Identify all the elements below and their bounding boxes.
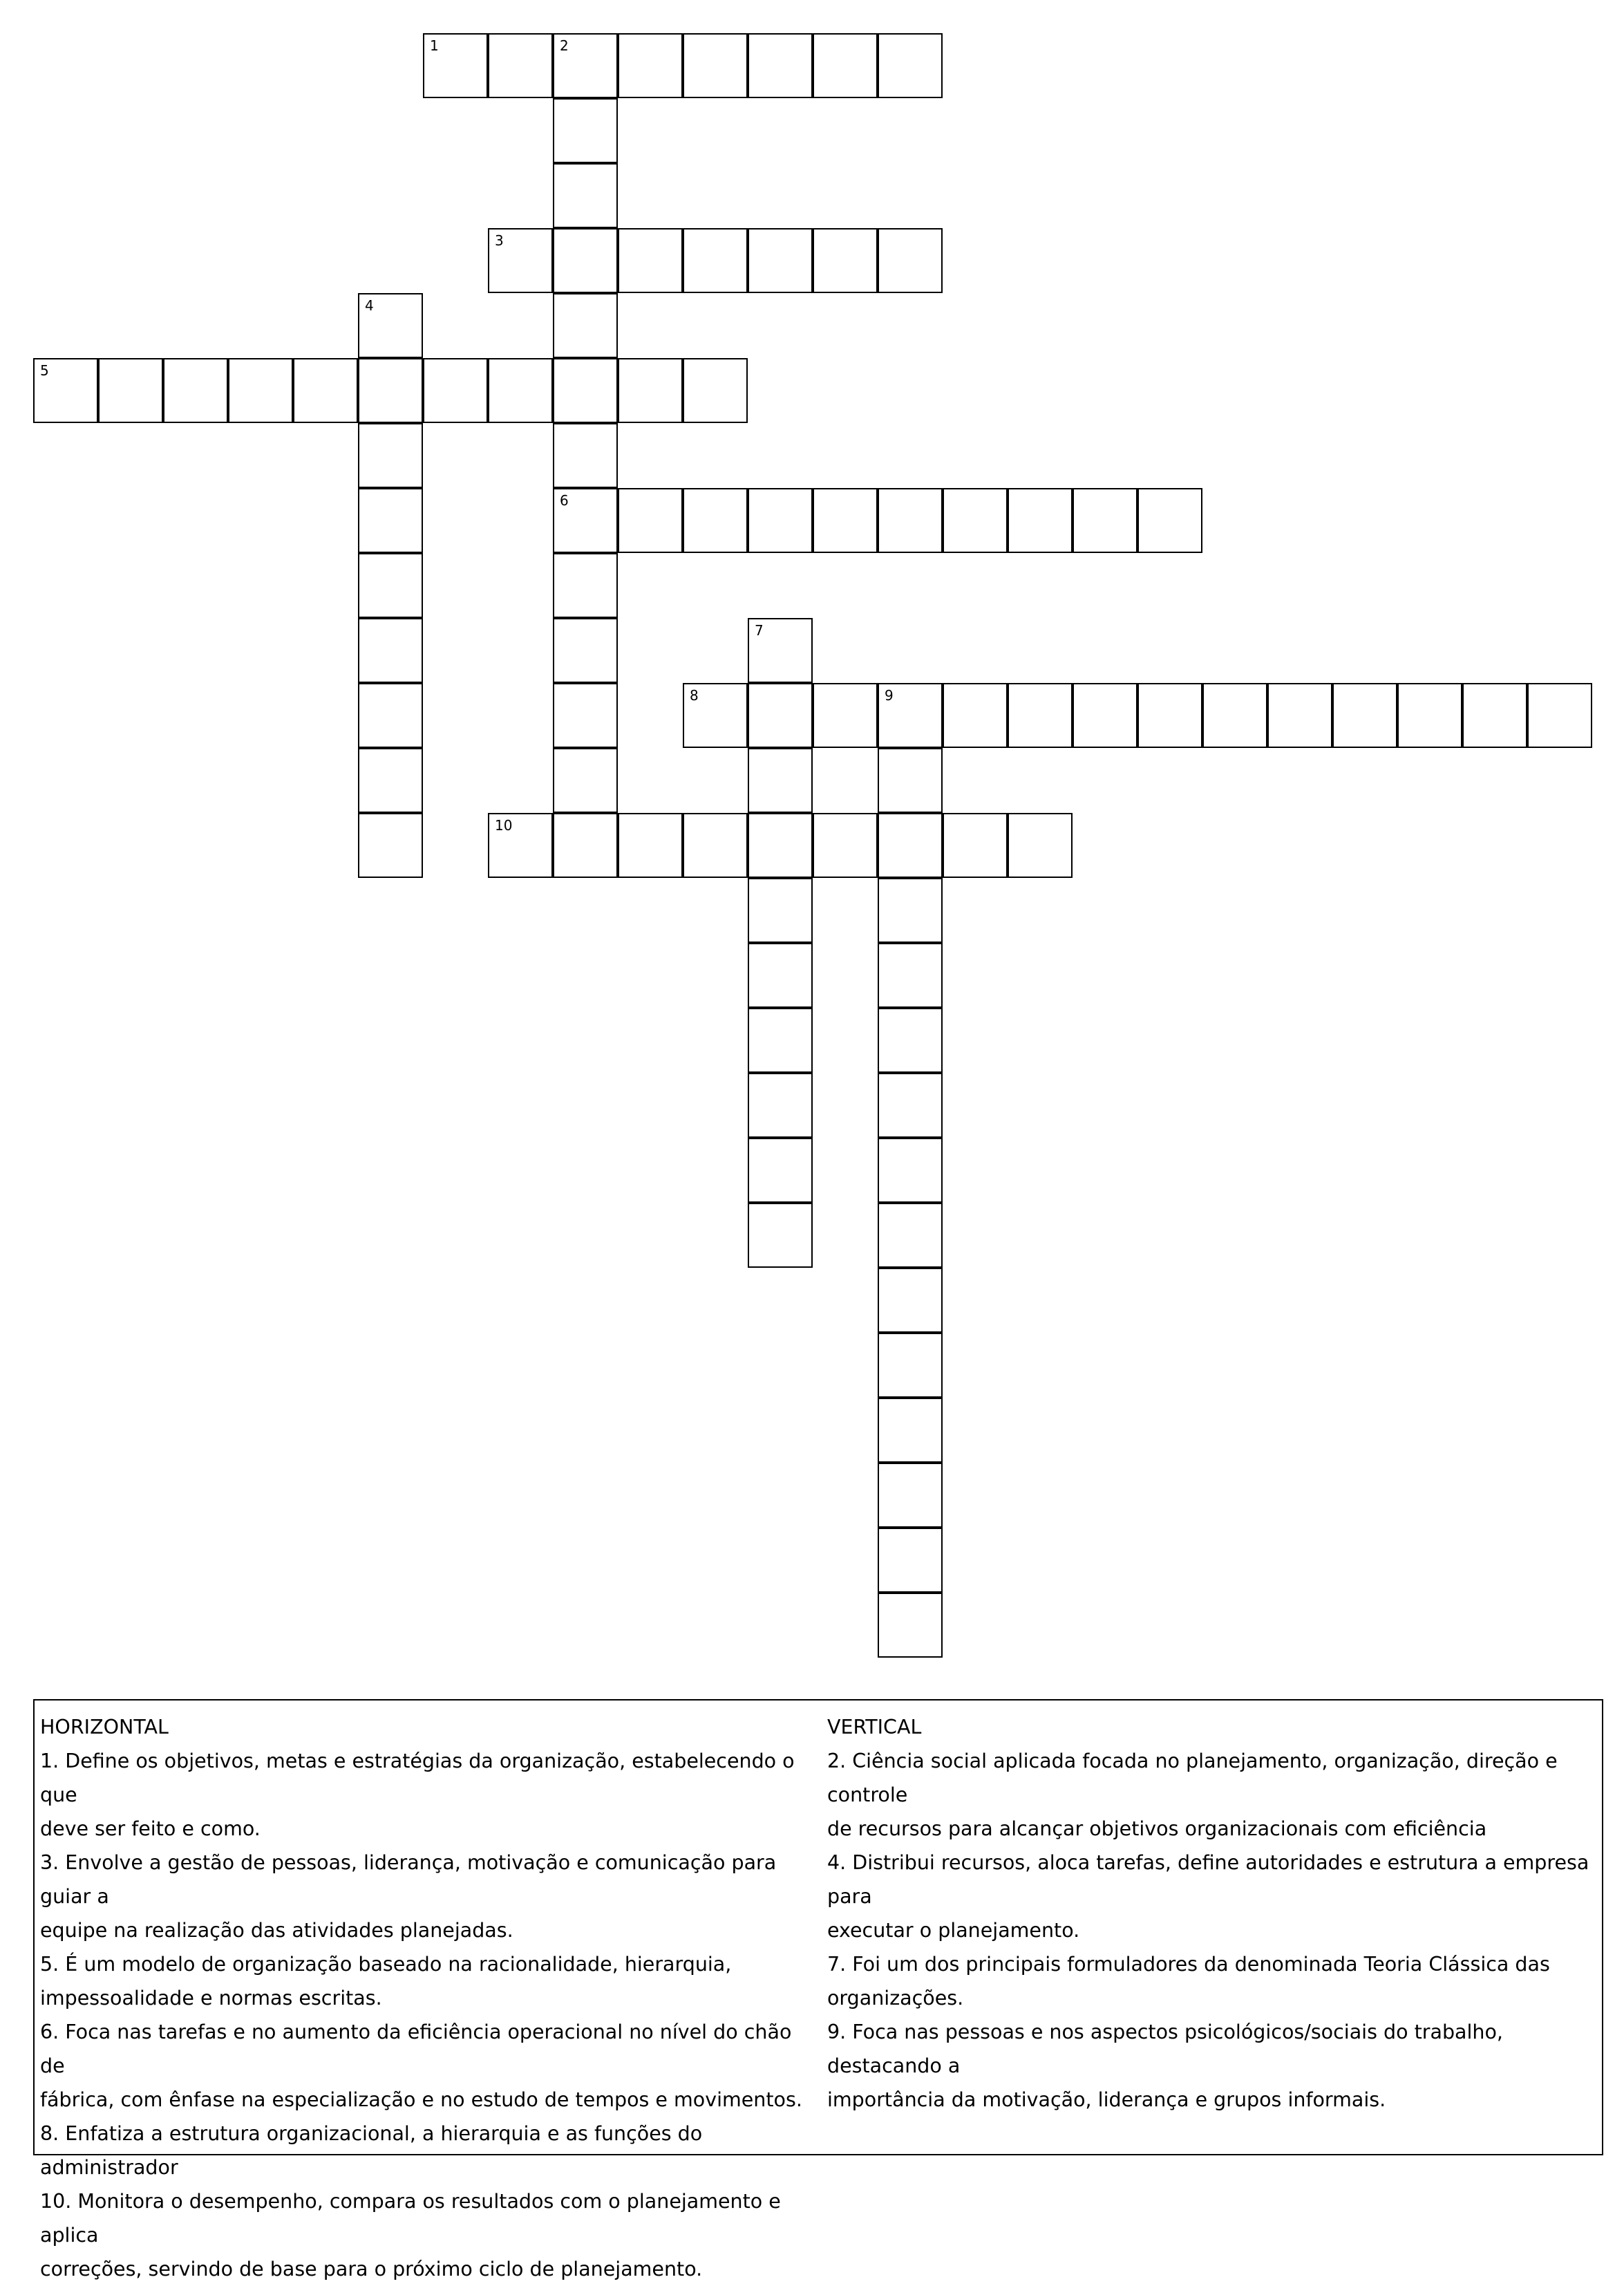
clue-line: 4. Distribui recursos, aloca tarefas, define autoridades e estrutura a empresa para [827,1851,1589,1908]
crossword-cell[interactable] [943,488,1008,553]
crossword-cell[interactable] [358,423,423,488]
crossword-cell[interactable] [618,358,683,423]
clues-box [33,1699,1603,2280]
crossword-cell[interactable] [683,33,748,98]
crossword-cell[interactable] [358,553,423,618]
clue-line: 9. Foca nas pessoas e nos aspectos psicológicos/sociais do trabalho, destacando a [827,2021,1503,2077]
crossword-cell[interactable] [423,33,488,98]
crossword-cell[interactable] [943,813,1008,878]
crossword-cell[interactable] [1073,683,1137,748]
crossword-cell[interactable] [358,358,423,423]
crossword-cell[interactable] [1202,683,1267,748]
crossword-cell[interactable] [553,553,618,618]
clue-line: 5. É um modelo de organização baseado na racionalidade, hierarquia, [40,1953,732,1976]
clue-number: 10 [495,817,513,834]
crossword-cell[interactable] [748,943,813,1008]
crossword-cell[interactable] [1137,488,1202,553]
clue-number: 1 [430,37,439,54]
crossword-cell[interactable] [813,488,878,553]
clue-line: executar o planejamento. [827,1919,1080,1942]
crossword-cell[interactable] [553,683,618,748]
crossword-cell[interactable] [553,358,618,423]
crossword-cell[interactable] [1527,683,1592,748]
clue-number: 6 [560,492,569,509]
crossword-cell[interactable] [553,163,618,228]
vertical-clues [827,1710,1598,2117]
crossword-cell[interactable] [618,813,683,878]
crossword-cell[interactable] [748,1008,813,1073]
crossword-cell[interactable] [878,813,943,878]
crossword-cell[interactable] [618,33,683,98]
crossword-cell[interactable] [878,33,943,98]
crossword-cell[interactable] [553,293,618,358]
crossword-cell[interactable] [683,228,748,293]
crossword-cell[interactable] [813,33,878,98]
crossword-cell[interactable] [748,1203,813,1268]
clue-line: organizações. [827,1987,964,2009]
horizontal-heading: HORIZONTAL [40,1716,169,1739]
crossword-cell[interactable] [878,488,943,553]
clue-number: 7 [755,622,764,639]
crossword-cell[interactable] [748,228,813,293]
clue-line: 1. Define os objetivos, metas e estratégias da organização, estabelecendo o que [40,1750,795,1806]
crossword-cell[interactable] [878,748,943,813]
crossword-cell[interactable] [33,358,98,423]
crossword-cell[interactable] [748,33,813,98]
crossword-cell[interactable] [878,943,943,1008]
crossword-cell[interactable] [1397,683,1462,748]
clue-line: fábrica, com ênfase na especialização e no estudo de tempos e movimentos. [40,2088,802,2111]
crossword-cell[interactable] [748,748,813,813]
clue-number: 4 [365,297,374,314]
crossword-cell[interactable] [553,748,618,813]
crossword-cell[interactable] [813,813,878,878]
crossword-cell[interactable] [878,1203,943,1268]
crossword-cell[interactable] [1462,683,1527,748]
crossword-cell[interactable] [553,423,618,488]
crossword-cell[interactable] [748,878,813,943]
crossword-cell[interactable] [358,488,423,553]
crossword-cell[interactable] [943,683,1008,748]
crossword-cell[interactable] [553,618,618,683]
crossword-cell[interactable] [878,1333,943,1398]
crossword-cell[interactable] [878,1528,943,1593]
clue-line: impessoalidade e normas escritas. [40,1987,382,2009]
crossword-cell[interactable] [1008,813,1073,878]
clue-line: importância da motivação, liderança e grupos informais. [827,2088,1386,2111]
clue-line: 8. Enfatiza a estrutura organizacional, a hierarquia e as funções do administrador [40,2122,703,2179]
crossword-cell[interactable] [878,1138,943,1203]
crossword-cell[interactable] [358,813,423,878]
crossword-cell[interactable] [683,358,748,423]
crossword-cell[interactable] [553,228,618,293]
crossword-cell[interactable] [813,228,878,293]
crossword-cell[interactable] [748,1138,813,1203]
crossword-cell[interactable] [748,1073,813,1138]
crossword-cell[interactable] [1073,488,1137,553]
clue-number: 8 [690,687,699,704]
clue-line: 10. Monitora o desempenho, compara os resultados com o planejamento e aplica [40,2190,781,2247]
crossword-cell[interactable] [553,98,618,163]
clue-line: correções, servindo de base para o próximo ciclo de planejamento. [40,2258,703,2280]
crossword-cell[interactable] [228,358,293,423]
crossword-cell[interactable] [1137,683,1202,748]
clue-number: 2 [560,37,569,54]
crossword-cell[interactable] [878,1398,943,1463]
crossword-cell[interactable] [553,488,618,553]
clue-line: deve ser feito e como. [40,1817,261,1840]
crossword-cell[interactable] [878,683,943,748]
crossword-cell[interactable] [488,358,553,423]
crossword-cell[interactable] [358,618,423,683]
vertical-heading: VERTICAL [827,1716,922,1739]
crossword-cell[interactable] [618,488,683,553]
crossword-cell[interactable] [878,228,943,293]
crossword-cell[interactable] [683,813,748,878]
horizontal-clues [40,1710,821,2286]
clue-line: 3. Envolve a gestão de pessoas, liderança, motivação e comunicação para guiar a [40,1851,777,1908]
crossword-cell[interactable] [488,813,553,878]
crossword-cell[interactable] [1332,683,1397,748]
clue-number: 9 [885,687,894,704]
clue-number: 3 [495,232,504,249]
crossword-cell[interactable] [553,813,618,878]
crossword-cell[interactable] [423,358,488,423]
clue-line: equipe na realização das atividades planejadas. [40,1919,513,1942]
crossword-cell[interactable] [358,748,423,813]
crossword-cell[interactable] [1008,683,1073,748]
crossword-cell[interactable] [878,1073,943,1138]
crossword-cell[interactable] [1008,488,1073,553]
crossword-cell[interactable] [748,813,813,878]
crossword-cell[interactable] [293,358,358,423]
crossword-cell[interactable] [683,488,748,553]
crossword-cell[interactable] [358,293,423,358]
crossword-cell[interactable] [878,1268,943,1333]
clue-line: 7. Foi um dos principais formuladores da denominada Teoria Clássica das [827,1953,1550,1976]
crossword-cell[interactable] [813,683,878,748]
crossword-cell[interactable] [618,228,683,293]
crossword-cell[interactable] [748,618,813,683]
crossword-cell[interactable] [748,683,813,748]
crossword-cell[interactable] [98,358,163,423]
crossword-cell[interactable] [488,228,553,293]
crossword-cell[interactable] [358,683,423,748]
crossword-cell[interactable] [878,1463,943,1528]
clue-line: 2. Ciência social aplicada focada no planejamento, organização, direção e controle [827,1750,1558,1806]
crossword-cell[interactable] [748,488,813,553]
crossword-cell[interactable] [878,878,943,943]
clue-line: 6. Foca nas tarefas e no aumento da eficiência operacional no nível do chão de [40,2021,792,2077]
crossword-cell[interactable] [553,33,618,98]
clue-line: de recursos para alcançar objetivos organizacionais com eficiência [827,1817,1487,1840]
crossword-cell[interactable] [1267,683,1332,748]
crossword-cell[interactable] [488,33,553,98]
clue-number: 5 [40,362,49,379]
crossword-cell[interactable] [878,1008,943,1073]
crossword-cell[interactable] [163,358,228,423]
crossword-cell[interactable] [878,1593,943,1658]
crossword-cell[interactable] [683,683,748,748]
